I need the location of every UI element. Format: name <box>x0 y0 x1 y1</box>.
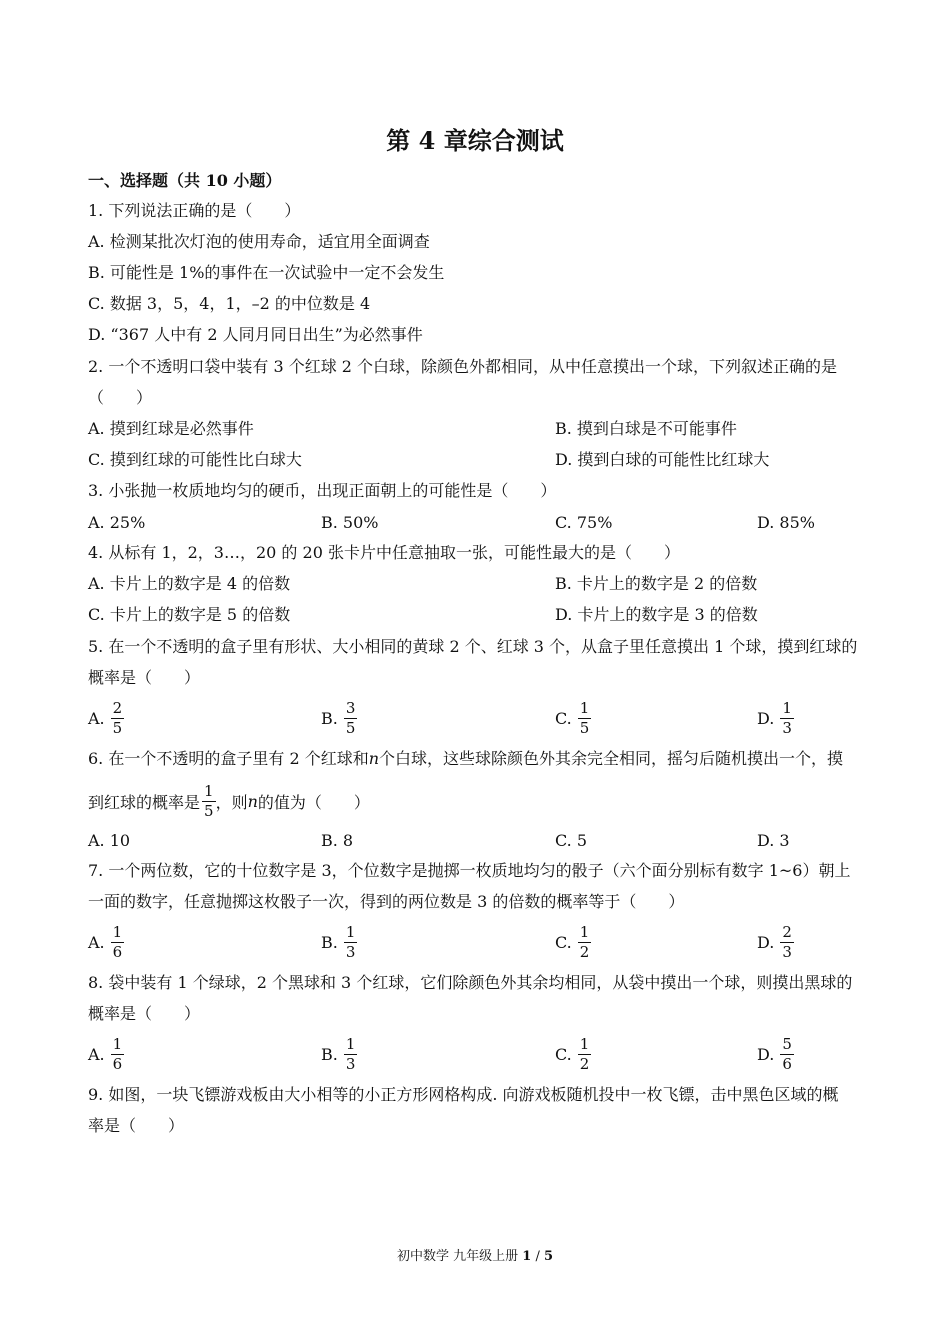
fraction <box>780 923 794 962</box>
denominator: 6 <box>112 942 123 961</box>
variable-n: n <box>247 791 258 811</box>
q6-stem2-post: 的值为（ ） <box>257 792 370 812</box>
numerator: 1 <box>579 1034 590 1053</box>
footer-text: 初中数学 九年级上册 <box>396 1249 519 1264</box>
option-label: B. <box>321 932 338 952</box>
variable-n: n <box>368 749 380 768</box>
q5-stem: 5. 在一个不透明的盒子里有形状、大小相同的黄球 2 个、红球 3 个，从盒子里任意摸出 1 个球，摸到红球的 <box>88 637 858 656</box>
numerator: 1 <box>579 922 590 941</box>
denominator: 3 <box>345 1054 356 1073</box>
q7-stem: 7. 一个两位数，它的十位数字是 3，个位数字是抛掷一枚质地均匀的骰子（六个面分别标有数字 1~6）朝上 <box>88 861 851 880</box>
denominator: 6 <box>112 1054 123 1073</box>
denominator: 3 <box>782 942 792 961</box>
q5-option-d <box>757 695 794 741</box>
fraction <box>780 1035 794 1074</box>
numerator: 1 <box>112 1034 123 1053</box>
q8-option-c <box>555 1031 591 1077</box>
q7-option-d <box>757 919 794 965</box>
denominator: 3 <box>345 942 356 961</box>
q9-stem: 9. 如图，一块飞镖游戏板由大小相等的小正方形网格构成. 向游戏板随机投中一枚飞镖，击中黑色区域的概 <box>88 1085 839 1104</box>
option-label: C. <box>555 1044 572 1064</box>
q3-option-b: B. 50% <box>321 513 379 532</box>
option-label: C. <box>555 932 572 952</box>
denominator: 6 <box>782 1054 792 1073</box>
q4-stem: 4. 从标有 1，2，3…，20 的 20 张卡片中任意抽取一张，可能性最大的是（ ） <box>88 543 680 562</box>
q3-option-a: A. 25% <box>88 513 146 532</box>
numerator: 1 <box>345 922 356 941</box>
numerator: 5 <box>782 1034 792 1053</box>
q4-option-b: B. 卡片上的数字是 2 的倍数 <box>555 574 758 593</box>
q7-option-c <box>555 919 591 965</box>
numerator: 1 <box>204 781 214 800</box>
q8-stem: 8. 袋中装有 1 个绿球，2 个黑球和 3 个红球，它们除颜色外其余均相同，从袋中摸出一个球，则摸出黑球的 <box>88 973 853 992</box>
numerator: 1 <box>112 922 123 941</box>
fraction <box>202 782 216 821</box>
q2-stem-cont: （ ） <box>88 388 153 407</box>
denominator: 2 <box>579 1054 590 1073</box>
q5-option-c <box>555 695 591 741</box>
q8-option-a <box>88 1031 124 1077</box>
denominator: 5 <box>204 801 214 820</box>
q5-option-b <box>321 695 357 741</box>
numerator: 2 <box>112 698 123 717</box>
numerator: 1 <box>345 1034 356 1053</box>
option-label: D. <box>757 1044 775 1064</box>
q6-stem-cont <box>88 778 370 824</box>
q5-option-a <box>88 695 124 741</box>
q4-option-d: D. 卡片上的数字是 3 的倍数 <box>555 605 758 624</box>
option-label: A. <box>88 708 105 728</box>
q2-option-b: B. 摸到白球是不可能事件 <box>555 419 737 438</box>
fraction <box>111 923 125 962</box>
denominator: 5 <box>579 718 590 737</box>
q6-stem-post: 个白球，这些球除颜色外其余完全相同，摇匀后随机摸出一个，摸 <box>379 749 844 768</box>
q2-stem: 2. 一个不透明口袋中装有 3 个红球 2 个白球，除颜色外都相同，从中任意摸出一个球，下列叙述正确的是 <box>88 357 838 376</box>
q2-option-c: C. 摸到红球的可能性比白球大 <box>88 450 302 469</box>
q7-stem-cont: 一面的数字，任意抛掷这枚骰子一次，得到的两位数是 3 的倍数的概率等于（ ） <box>88 892 685 911</box>
q5-stem-cont: 概率是（ ） <box>88 668 201 687</box>
fraction <box>578 1035 592 1074</box>
q3-option-d: D. 85% <box>757 513 815 532</box>
option-label: D. <box>757 708 775 728</box>
q4-option-a: A. 卡片上的数字是 4 的倍数 <box>88 574 291 593</box>
denominator: 2 <box>579 942 590 961</box>
q2-option-a: A. 摸到红球是必然事件 <box>88 419 254 438</box>
fraction <box>344 1035 358 1074</box>
fraction <box>111 1035 125 1074</box>
fraction <box>344 923 358 962</box>
page-number: 1 <box>522 1249 532 1264</box>
option-label: B. <box>321 708 338 728</box>
q8-option-d <box>757 1031 794 1077</box>
q6-stem-pre: 6. 在一个不透明的盒子里有 2 个红球和 <box>88 749 369 768</box>
numerator: 1 <box>579 698 590 717</box>
option-label: D. <box>757 932 775 952</box>
option-label: B. <box>321 1044 338 1064</box>
page-total: 5 <box>543 1249 554 1264</box>
fraction <box>780 699 794 738</box>
page-footer <box>0 1248 950 1266</box>
numerator: 2 <box>782 922 792 941</box>
option-label: C. <box>555 708 572 728</box>
q1-option-a: A. 检测某批次灯泡的使用寿命，适宜用全面调查 <box>88 232 430 251</box>
q6-option-a: A. 10 <box>88 831 131 850</box>
q1-option-c: C. 数据 3，5，4，1，–2 的中位数是 4 <box>88 294 371 313</box>
q6-option-b: B. 8 <box>321 831 354 850</box>
fraction <box>111 699 125 738</box>
q6-stem <box>88 748 868 770</box>
q8-option-b <box>321 1031 357 1077</box>
q6-option-d: D. 3 <box>757 831 790 850</box>
q6-stem2-pre: 到红球的概率是 <box>88 792 201 812</box>
q7-option-a <box>88 919 124 965</box>
option-label: A. <box>88 1044 105 1064</box>
page-title: 第 4 章综合测试 <box>386 126 564 155</box>
q1-option-d: D. “367 人中有 2 人同月同日出生”为必然事件 <box>88 325 423 344</box>
q1-option-b: B. 可能性是 1%的事件在一次试验中一定不会发生 <box>88 263 445 282</box>
q6-option-c: C. 5 <box>555 831 588 850</box>
fraction <box>578 699 592 738</box>
numerator: 3 <box>345 698 356 717</box>
denominator: 5 <box>345 718 356 737</box>
q9-stem-cont: 率是（ ） <box>88 1116 185 1135</box>
fraction <box>578 923 592 962</box>
q8-stem-cont: 概率是（ ） <box>88 1004 201 1023</box>
q3-stem: 3. 小张抛一枚质地均匀的硬币，出现正面朝上的可能性是（ ） <box>88 481 557 500</box>
fraction <box>344 699 358 738</box>
numerator: 1 <box>782 698 792 717</box>
q4-option-c: C. 卡片上的数字是 5 的倍数 <box>88 605 291 624</box>
q3-option-c: C. 75% <box>555 513 613 532</box>
denominator: 5 <box>112 718 123 737</box>
q7-option-b <box>321 919 357 965</box>
section-heading: 一、选择题（共 10 小题） <box>88 171 282 190</box>
denominator: 3 <box>782 718 792 737</box>
q2-option-d: D. 摸到白球的可能性比红球大 <box>555 450 770 469</box>
q6-stem2-mid: ，则 <box>215 792 248 812</box>
q1-stem: 1. 下列说法正确的是（ ） <box>88 201 301 220</box>
page-separator: / <box>535 1249 540 1264</box>
option-label: A. <box>88 932 105 952</box>
